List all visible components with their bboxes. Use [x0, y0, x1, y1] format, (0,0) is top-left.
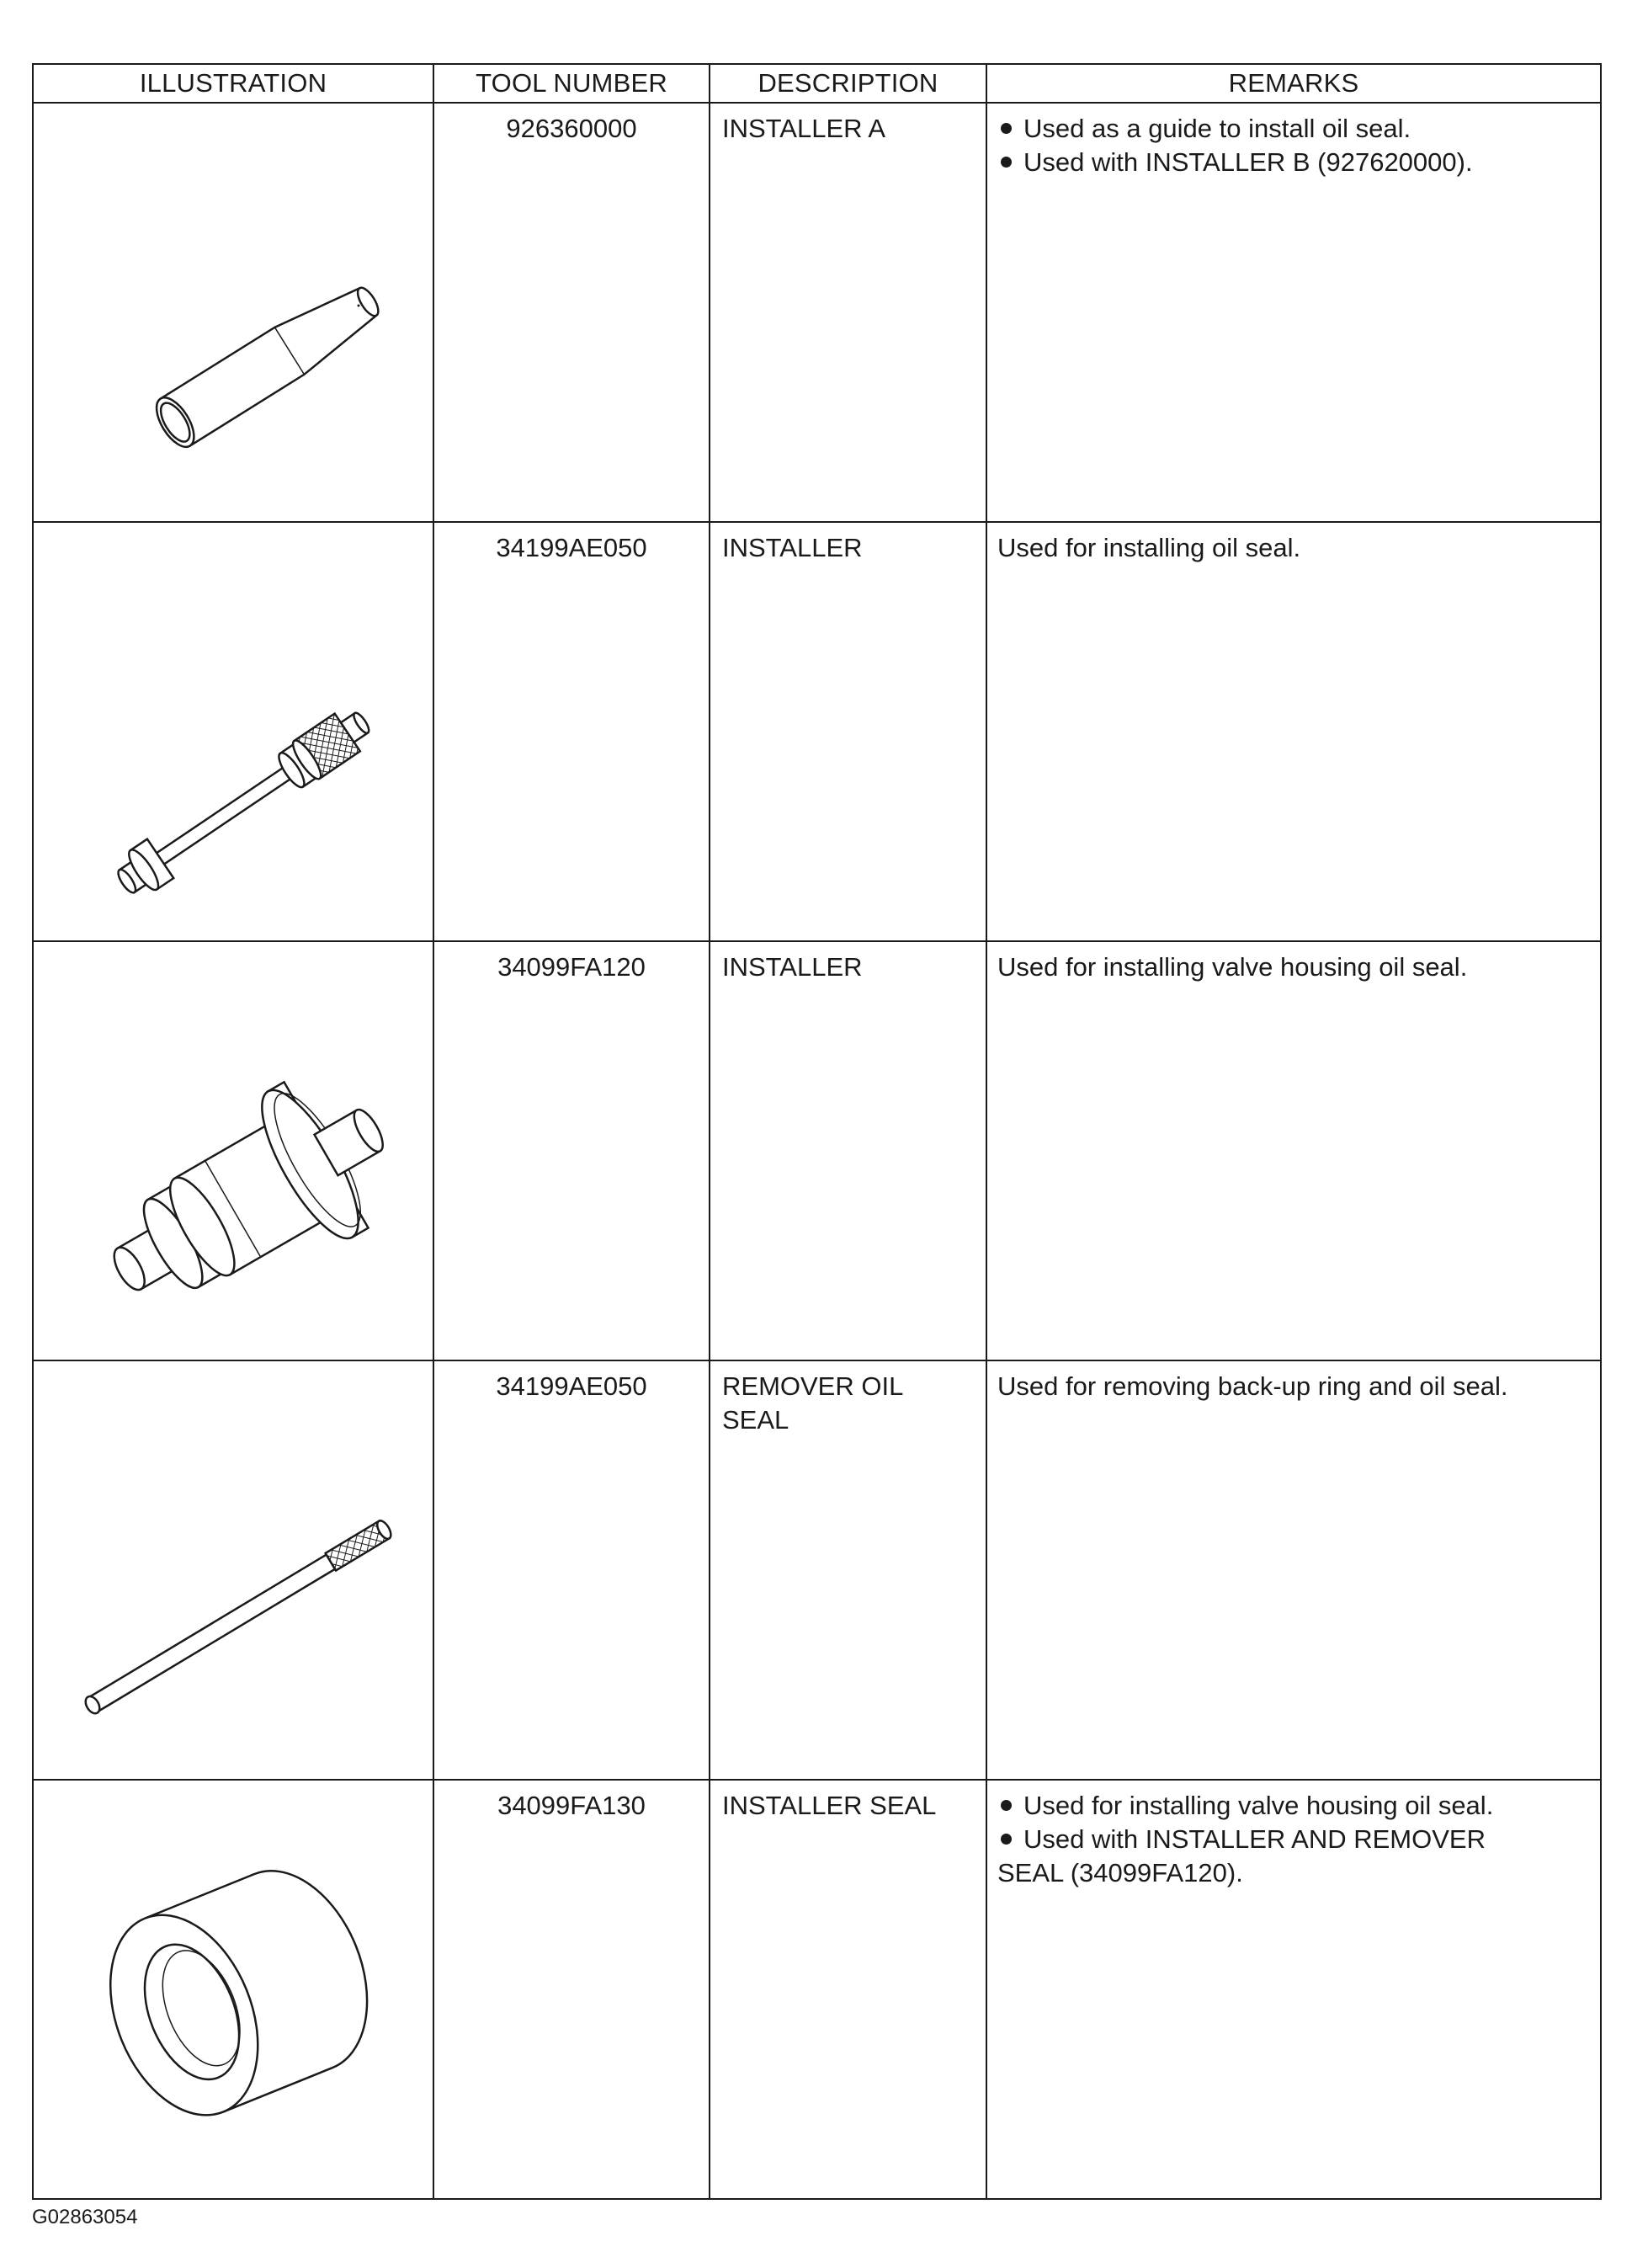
tool-number-cell: 34199AE050	[433, 1360, 710, 1780]
remark-item	[997, 531, 1592, 565]
header-tool-number: TOOL NUMBER	[433, 64, 710, 103]
tapered-installer-icon	[34, 104, 434, 513]
illustration-cell	[33, 522, 433, 941]
header-illustration: ILLUSTRATION	[33, 64, 433, 103]
remark-item	[997, 112, 1592, 146]
illustration-cell	[33, 103, 433, 522]
table-row	[33, 1360, 1601, 1780]
bullet-icon	[1001, 1834, 1012, 1845]
remark-text: Used for installing oil seal.	[997, 533, 1301, 562]
remarks-cell	[986, 1360, 1601, 1780]
knurled-rod-installer-icon	[34, 523, 434, 932]
figure-id: G02863054	[32, 2206, 138, 2228]
bullet-icon	[1001, 1800, 1012, 1811]
remarks-cell	[986, 103, 1601, 522]
remark-text: Used as a guide to install oil seal.	[1023, 114, 1411, 143]
tool-number-cell: 34099FA120	[433, 941, 710, 1360]
seal-ring-installer-icon	[34, 1781, 434, 2190]
remark-item	[997, 146, 1592, 179]
knurled-rod-remover-icon	[34, 1361, 434, 1770]
remarks-cell	[986, 522, 1601, 941]
description-cell: INSTALLER A	[710, 103, 986, 522]
remarks-cell	[986, 941, 1601, 1360]
illustration-cell	[33, 941, 433, 1360]
remark-text: Used with INSTALLER AND REMOVER SEAL (34099FA120).	[997, 1824, 1486, 1887]
remark-text: Used for installing valve housing oil seal.	[997, 952, 1468, 982]
header-description: DESCRIPTION	[710, 64, 986, 103]
remark-item	[997, 1370, 1592, 1403]
table-row	[33, 522, 1601, 941]
remarks-cell	[986, 1780, 1601, 2199]
table-header-row	[33, 64, 1601, 103]
tool-number-cell: 926360000	[433, 103, 710, 522]
special-tools-table	[32, 63, 1602, 2200]
description-cell	[710, 1360, 986, 1780]
remark-item	[997, 1823, 1536, 1890]
tool-number-cell: 34199AE050	[433, 522, 710, 941]
description-cell: INSTALLER	[710, 941, 986, 1360]
remark-text: Used for removing back-up ring and oil seal.	[997, 1371, 1508, 1401]
header-remarks: REMARKS	[986, 64, 1601, 103]
tool-number-cell: 34099FA130	[433, 1780, 710, 2199]
remark-text: Used with INSTALLER B (927620000).	[1023, 147, 1473, 177]
description-cell: INSTALLER	[710, 522, 986, 941]
table-row	[33, 941, 1601, 1360]
illustration-cell	[33, 1360, 433, 1780]
stepped-cylinder-installer-icon	[34, 942, 434, 1351]
remark-item	[997, 1789, 1592, 1823]
table-row	[33, 103, 1601, 522]
remark-text: Used for installing valve housing oil seal.	[1023, 1791, 1494, 1820]
illustration-cell	[33, 1780, 433, 2199]
description-text: REMOVER OIL SEAL	[722, 1371, 903, 1435]
bullet-icon	[1001, 157, 1012, 168]
table-row	[33, 1780, 1601, 2199]
remark-item	[997, 950, 1592, 984]
bullet-icon	[1001, 123, 1012, 134]
description-cell: INSTALLER SEAL	[710, 1780, 986, 2199]
